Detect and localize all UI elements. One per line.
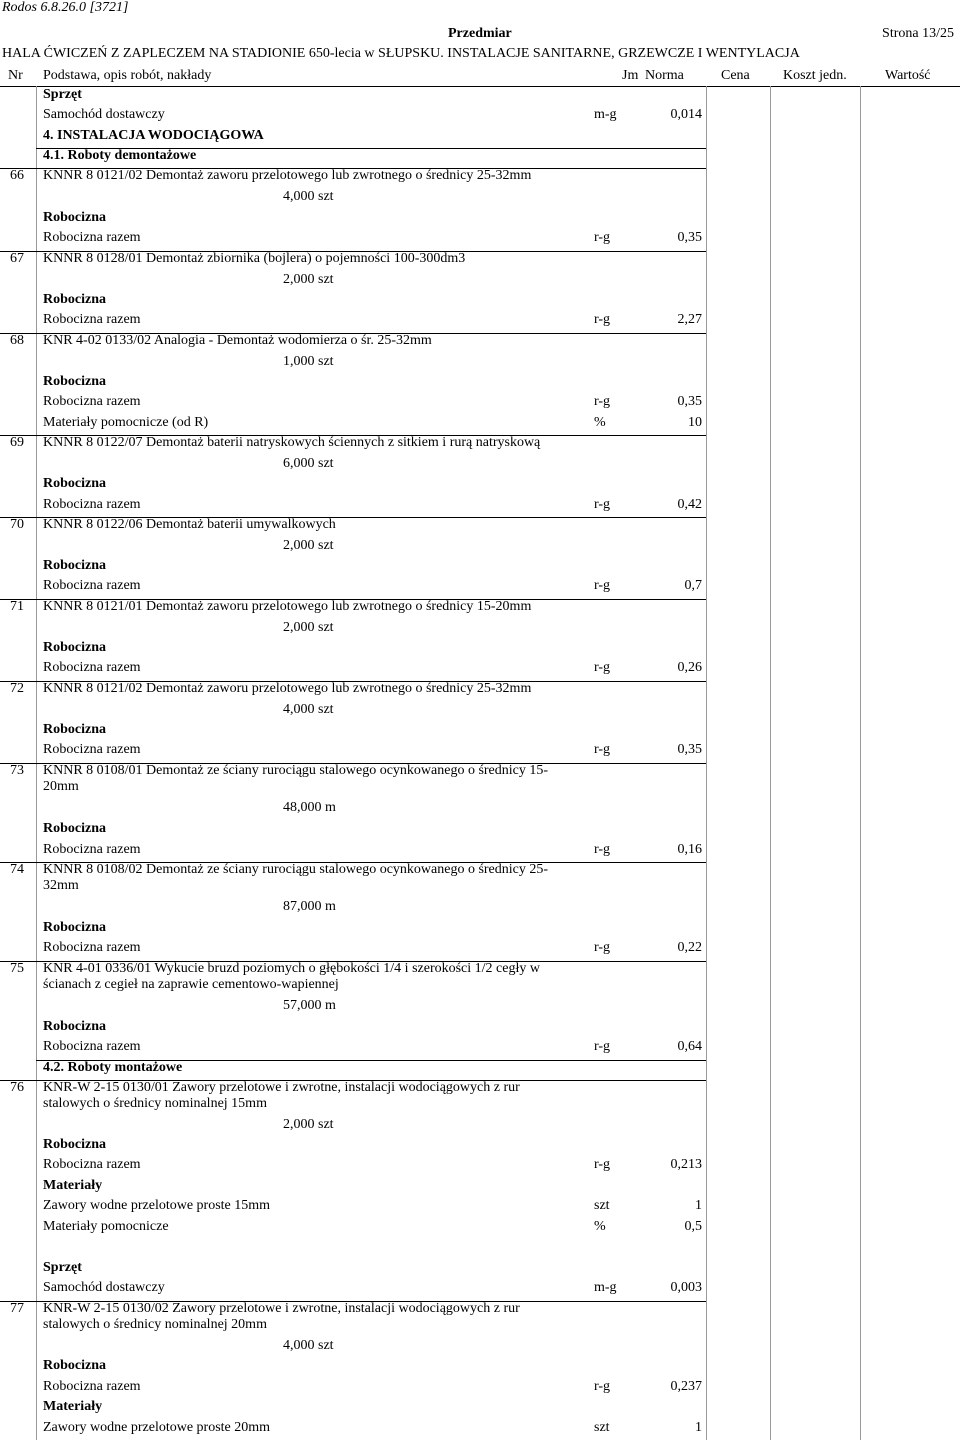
norm-value: 0,26	[677, 660, 702, 675]
quantity: 1,000 szt	[283, 354, 334, 369]
norm-value: 0,42	[677, 497, 702, 512]
norm-value: 0,014	[670, 107, 702, 122]
row-description: Materiały pomocnicze (od R)	[43, 415, 209, 430]
unit-cell: r-g	[594, 742, 611, 757]
norm-value: 10	[688, 415, 702, 430]
position-description: KNNR 8 0121/02 Demontaż zaworu przelotowego lub zwrotnego o średnicy 25-32mm	[43, 681, 532, 696]
row-description: Zawory wodne przelotowe proste 15mm	[43, 1198, 271, 1213]
row-description: Zawory wodne przelotowe proste 20mm	[43, 1420, 271, 1435]
position-description: KNNR 8 0128/01 Demontaż zbiornika (bojlera) o pojemności 100-300dm3	[43, 251, 466, 266]
row-description: Robocizna razem	[43, 1039, 141, 1054]
quantity: 48,000 m	[283, 800, 336, 815]
row-description: Robocizna razem	[43, 497, 141, 512]
unit-cell: r-g	[594, 1379, 611, 1394]
row-description: Robocizna	[43, 1019, 106, 1034]
unit-cell: r-g	[594, 312, 611, 327]
section-divider	[36, 1060, 706, 1061]
quantity: 6,000 szt	[283, 456, 334, 471]
row-description: Robocizna razem	[43, 1379, 141, 1394]
position-description: KNR 4-02 0133/02 Analogia - Demontaż wodomierza o śr. 25-32mm	[43, 333, 432, 348]
unit-cell: m-g	[594, 1280, 617, 1295]
quantity: 4,000 szt	[283, 702, 334, 717]
norm-value: 0,213	[670, 1157, 702, 1172]
row-description: Robocizna razem	[43, 940, 141, 955]
page-number: Strona 13/25	[882, 26, 954, 41]
header-divider	[0, 86, 960, 87]
unit-cell: r-g	[594, 1039, 611, 1054]
row-description: Sprzęt	[43, 87, 82, 102]
norm-value: 0,5	[684, 1219, 702, 1234]
unit-cell: %	[594, 1219, 606, 1234]
row-description: Robocizna	[43, 920, 106, 935]
document-title: Przedmiar	[448, 26, 512, 41]
header-description: Podstawa, opis robót, nakłady	[43, 68, 212, 83]
unit-cell: r-g	[594, 394, 611, 409]
unit-cell: r-g	[594, 940, 611, 955]
position-number: 67	[10, 251, 24, 266]
row-description: Robocizna	[43, 374, 106, 389]
position-description: KNNR 8 0122/06 Demontaż baterii umywalkowych	[43, 517, 336, 532]
grid-line	[706, 86, 707, 1440]
section-divider	[36, 168, 706, 169]
position-description: KNNR 8 0121/02 Demontaż zaworu przelotowego lub zwrotnego o średnicy 25-32mm	[43, 168, 532, 183]
unit-cell: %	[594, 415, 606, 430]
position-number: 71	[10, 599, 24, 614]
position-number: 74	[10, 862, 24, 877]
row-description: Samochód dostawczy	[43, 1280, 165, 1295]
unit-cell: r-g	[594, 230, 611, 245]
row-description: Robocizna	[43, 640, 106, 655]
header-unit-cost: Koszt jedn.	[783, 68, 847, 83]
position-description: KNR-W 2-15 0130/02 Zawory przelotowe i zwrotne, instalacji wodociągowych z rur stalowych o średnicy nominalnej 20mm	[43, 1301, 520, 1332]
row-description: Materiały pomocnicze	[43, 1219, 169, 1234]
header-unit: Jm	[622, 68, 639, 83]
software-label: Rodos 6.8.26.0 [3721]	[2, 0, 129, 15]
unit-cell: szt	[594, 1198, 610, 1213]
position-number: 68	[10, 333, 24, 348]
row-description: Samochód dostawczy	[43, 107, 165, 122]
norm-value: 0,35	[677, 394, 702, 409]
row-description: Materiały	[43, 1178, 103, 1193]
header-norm: Norma	[645, 68, 684, 83]
row-description: Sprzęt	[43, 1260, 82, 1275]
grid-line	[770, 86, 771, 1440]
position-description: KNNR 8 0122/07 Demontaż baterii natryskowych ściennych z sitkiem i rurą natryskową	[43, 435, 541, 450]
row-description: Robocizna	[43, 558, 106, 573]
norm-value: 0,64	[677, 1039, 702, 1054]
unit-cell: r-g	[594, 497, 611, 512]
unit-cell: r-g	[594, 578, 611, 593]
position-number: 72	[10, 681, 24, 696]
quantity: 87,000 m	[283, 899, 336, 914]
row-description: 4. INSTALACJA WODOCIĄGOWA	[43, 128, 264, 143]
row-description: Robocizna razem	[43, 230, 141, 245]
position-number: 70	[10, 517, 24, 532]
position-number: 77	[10, 1301, 24, 1316]
norm-value: 0,7	[684, 578, 702, 593]
quantity: 2,000 szt	[283, 272, 334, 287]
position-description: KNNR 8 0108/02 Demontaż ze ściany rurociągu stalowego ocynkowanego o średnicy 25-32mm	[43, 862, 549, 893]
unit-cell: r-g	[594, 1157, 611, 1172]
header-value: Wartość	[885, 68, 931, 83]
position-number: 76	[10, 1080, 24, 1095]
norm-value: 1	[695, 1198, 702, 1213]
position-number: 75	[10, 961, 24, 976]
norm-value: 0,16	[677, 842, 702, 857]
quantity: 4,000 szt	[283, 1338, 334, 1353]
header-nr: Nr	[8, 68, 23, 83]
row-description: Robocizna	[43, 210, 106, 225]
row-description: Materiały	[43, 1399, 103, 1414]
row-description: Robocizna	[43, 1137, 106, 1152]
row-description: Robocizna	[43, 821, 106, 836]
row-description: Robocizna	[43, 292, 106, 307]
row-description: Robocizna razem	[43, 742, 141, 757]
row-description: Robocizna razem	[43, 394, 141, 409]
row-description: Robocizna	[43, 1358, 106, 1373]
quantity: 2,000 szt	[283, 1117, 334, 1132]
unit-cell: szt	[594, 1420, 610, 1435]
row-description: Robocizna razem	[43, 578, 141, 593]
norm-value: 0,22	[677, 940, 702, 955]
quantity: 57,000 m	[283, 998, 336, 1013]
position-description: KNR-W 2-15 0130/01 Zawory przelotowe i zwrotne, instalacji wodociągowych z rur stalowych o średnicy nominalnej 15mm	[43, 1080, 520, 1111]
row-description: 4.1. Roboty demontażowe	[43, 148, 197, 163]
unit-cell: r-g	[594, 660, 611, 675]
row-description: 4.2. Roboty montażowe	[43, 1060, 183, 1075]
row-description: Robocizna razem	[43, 842, 141, 857]
section-divider	[36, 148, 706, 149]
project-title: HALA ĆWICZEŃ Z ZAPLECZEM NA STADIONIE 650-lecia w SŁUPSKU. INSTALACJE SANITARNE, GRZEWCZE I WENTYLACJA	[2, 46, 800, 61]
row-description: Robocizna razem	[43, 1157, 141, 1172]
row-description: Robocizna	[43, 722, 106, 737]
norm-value: 1	[695, 1420, 702, 1435]
quantity: 4,000 szt	[283, 189, 334, 204]
position-number: 73	[10, 763, 24, 778]
row-description: Robocizna	[43, 476, 106, 491]
norm-value: 0,003	[670, 1280, 702, 1295]
unit-cell: m-g	[594, 107, 617, 122]
norm-value: 0,35	[677, 742, 702, 757]
position-number: 69	[10, 435, 24, 450]
norm-value: 0,237	[670, 1379, 702, 1394]
row-description: Robocizna razem	[43, 660, 141, 675]
grid-line	[860, 86, 861, 1440]
position-number: 66	[10, 168, 24, 183]
norm-value: 2,27	[677, 312, 702, 327]
position-description: KNNR 8 0108/01 Demontaż ze ściany rurociągu stalowego ocynkowanego o średnicy 15-20mm	[43, 763, 549, 794]
quantity: 2,000 szt	[283, 538, 334, 553]
row-description: Robocizna razem	[43, 312, 141, 327]
position-description: KNNR 8 0121/01 Demontaż zaworu przelotowego lub zwrotnego o średnicy 15-20mm	[43, 599, 532, 614]
norm-value: 0,35	[677, 230, 702, 245]
unit-cell: r-g	[594, 842, 611, 857]
quantity: 2,000 szt	[283, 620, 334, 635]
position-description: KNR 4-01 0336/01 Wykucie bruzd poziomych o głębokości 1/4 i szerokości 1/2 cegły w ścianach z cegieł na zaprawie cementowo-wapiennej	[43, 961, 540, 992]
header-price: Cena	[721, 68, 750, 83]
